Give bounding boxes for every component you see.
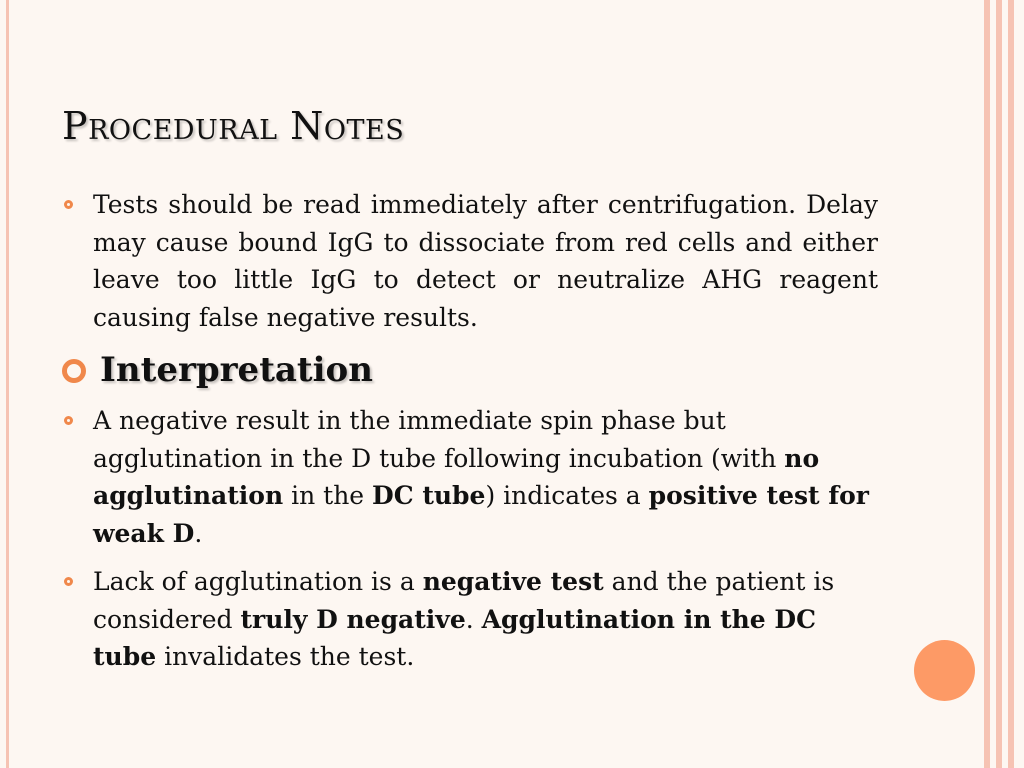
bullet-text: . <box>465 604 482 634</box>
bold-phrase: negative test <box>422 567 604 596</box>
bold-phrase: positive test for weak D <box>93 481 869 548</box>
bullet-text: ) indicates a <box>485 481 649 510</box>
bullet-text: and the patient is considered <box>93 567 835 634</box>
bullet-item-weak-d-positive <box>60 402 878 552</box>
bold-phrase: DC tube <box>372 481 486 510</box>
right-border-stripe <box>1008 0 1014 768</box>
bullet-text: . <box>194 518 203 548</box>
section-heading-item <box>60 348 878 392</box>
slide-content <box>60 186 878 676</box>
bullet-text: Tests should be read immediately after centrifugation. Delay may cause bound IgG to dissociate from red cells and either leave too little IgG to detect or neutralize AHG reagent causing false negative results. <box>93 190 878 332</box>
bullet-text: in the <box>283 481 373 510</box>
bullet-text: invalidates the test. <box>156 642 415 671</box>
right-border-stripe <box>984 0 990 768</box>
bullet-text: Lack of agglutination is a <box>93 567 423 596</box>
left-border-stripe <box>6 0 9 768</box>
bullet-ring-icon <box>64 416 73 425</box>
bullet-ring-icon <box>64 200 73 209</box>
bullet-text: A negative result in the immediate spin phase but agglutination in the D tube following incubation (with <box>93 406 785 473</box>
right-border-stripe <box>996 0 1002 768</box>
bullet-ring-icon <box>64 577 73 586</box>
bullet-item-procedural-note <box>60 186 878 336</box>
bold-phrase: truly D negative <box>240 604 466 634</box>
decorative-circle <box>914 640 975 701</box>
bold-phrase: Agglutination in the DC tube <box>93 604 816 671</box>
section-heading: Interpretation <box>100 350 373 390</box>
slide-title: Procedural Notes <box>62 104 405 148</box>
heading-bullet-ring-icon <box>62 359 86 383</box>
bold-phrase: no agglutination <box>93 443 820 510</box>
bullet-item-d-negative <box>60 563 878 676</box>
